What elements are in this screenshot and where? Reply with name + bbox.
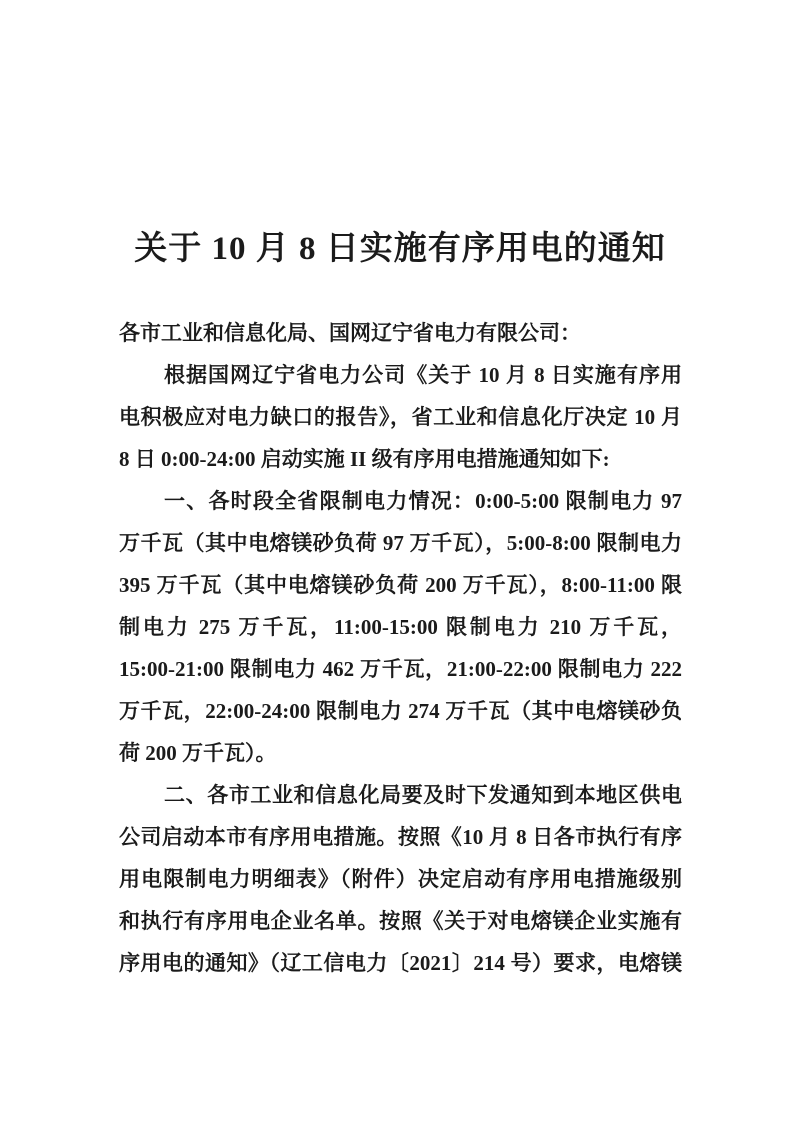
body-line: 制电力 275 万千瓦，11:00-15:00 限制电力 210 万千瓦， (119, 615, 682, 639)
body-line: 15:00-21:00 限制电力 462 万千瓦，21:00-22:00 限制电力 222 (119, 657, 682, 681)
body-line: 二、各市工业和信息化局要及时下发通知到本地区供电 (164, 783, 682, 807)
body-line: 万千瓦（其中电熔镁砂负荷 97 万千瓦），5:00-8:00 限制电力 (119, 531, 682, 555)
document-body (119, 312, 682, 984)
body-line: 公司启动本市有序用电措施。按照《10 月 8 日各市执行有序 (119, 825, 682, 849)
body-line: 电积极应对电力缺口的报告》，省工业和信息化厅决定 10 月 (119, 405, 682, 429)
body-line: 根据国网辽宁省电力公司《关于 10 月 8 日实施有序用 (164, 363, 682, 387)
salutation-line: 各市工业和信息化局、国网辽宁省电力有限公司： (119, 321, 581, 345)
body-line: 395 万千瓦（其中电熔镁砂负荷 200 万千瓦），8:00-11:00 限 (119, 573, 682, 597)
body-line: 一、各时段全省限制电力情况：0:00-5:00 限制电力 97 (164, 489, 682, 513)
body-line: 和执行有序用电企业名单。按照《关于对电熔镁企业实施有 (119, 909, 682, 933)
paragraph-intro (119, 354, 682, 480)
body-line: 荷 200 万千瓦）。 (119, 741, 277, 765)
body-line: 万千瓦，22:00-24:00 限制电力 274 万千瓦（其中电熔镁砂负 (119, 699, 682, 723)
paragraph-section-2 (119, 774, 682, 984)
body-line: 序用电的通知》（辽工信电力〔2021〕214 号）要求，电熔镁 (119, 951, 682, 975)
body-line: 8 日 0:00-24:00 启动实施 II 级有序用电措施通知如下: (119, 447, 610, 471)
paragraph-section-1 (119, 480, 682, 774)
document-title: 关于 10 月 8 日实施有序用电的通知 (134, 231, 666, 267)
body-line: 用电限制电力明细表》（附件）决定启动有序用电措施级别 (119, 867, 682, 891)
